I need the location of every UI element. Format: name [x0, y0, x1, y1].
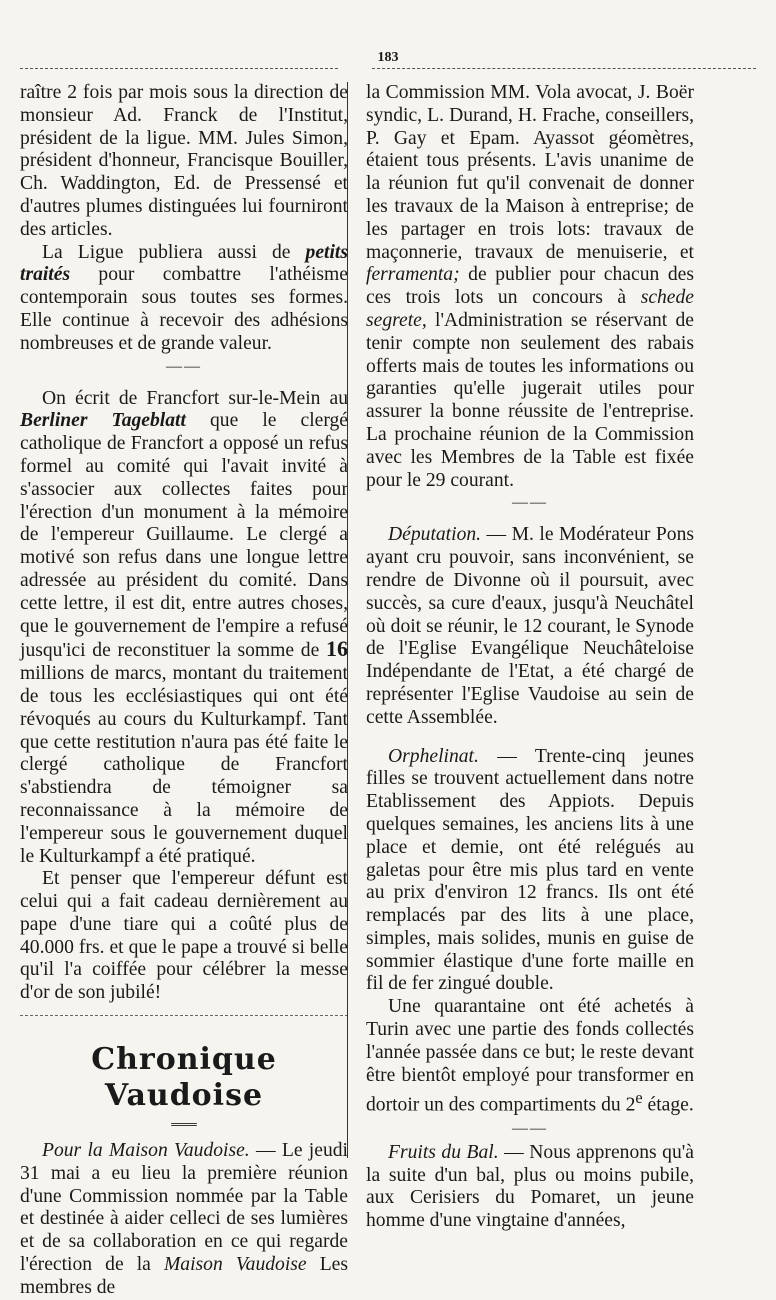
separator: ——	[512, 494, 548, 512]
paragraph-commission: la Commission MM. Vola avocat, J. Boër syndic, L. Durand, H. Frache, conseillers, P. Gay et Epam. Ayassot géomètres, étaient tous présents. L'avis unanime de la réunion fut qu'il convenait de donner les travaux de la Maison à entreprise; de les partager en trois lots: travaux de maçonnerie, travaux de menuiserie, et ferramenta; de publier pour chacun des ces trois lots un concours à schede segrete, l'Administration se réservant de tenir compte non seulement des rabais offerts mais de toutes les informations ou garanties qu'elle jugerait utiles pour assurer la bonne réussite de l'entreprise. La prochaine réunion de la Commission avec les Membres de la Table est fixée pour le 29 courant.	[366, 82, 694, 491]
paragraph-orphelinat: Orphelinat. — Trente-cinq jeunes filles se trouvent actuellement dans notre Etablissement des Appiots. Depuis quelques semaines, les anciens lits à une place et demie, ont été relégués au galetas pour être mis plus tard en vente au prix d'environ 12 francs. Ils ont été remplacés par des lits à une place, simples, mais solides, munis en guise de sommier élastique d'une forte maille en fil de fer zingué double.	[366, 745, 694, 995]
separator: ——	[512, 1119, 548, 1137]
paragraph-ligue-direction: raître 2 fois par mois sous la direction de monsieur Ad. Franck de l'Institut, président de la ligue. MM. Jules Simon, président d'honneur, Francisque Bouiller, Ch. Waddington, Ed. de Pressensé et d'autres plumes distinguées lui fourniront des articles.	[20, 82, 348, 240]
paragraph-empereur-tiare: Et penser que l'empereur défunt est celui qui a fait cadeau dernièrement au pape d'une tiare qui a coûté plus de 40.000 frs. et que le pape a trouvé si belle qu'il l'a coiffée pour célébrer la messe d'or de son jubilé!	[20, 868, 348, 1004]
paragraph-quarantaine: Une quarantaine ont été achetés à Turin avec une partie des fonds collectés l'année passée dans ce but; le reste devant être bientôt employé pour transformer en dortoir un des compartiments du 2e étage.	[366, 996, 694, 1116]
section-rule	[20, 1015, 348, 1016]
paragraph-fruits-du-bal: Fruits du Bal. — Nous apprenons qu'à la suite d'un bal, plus ou moins pubile, aux Cerisiers du Pomaret, un jeune homme d'une vingtaine d'années,	[366, 1141, 695, 1232]
header-rule-right	[372, 68, 756, 69]
left-column	[20, 82, 348, 1300]
page-number: 183	[377, 50, 399, 65]
paragraph-ligue-traites: La Ligue publiera aussi de petits traités pour combattre l'athéisme contemporain sous toutes ses formes. Elle continue à recevoir des adhésions nombreuses et de grande valeur.	[20, 241, 348, 354]
right-column	[366, 82, 694, 1233]
paragraph-maison-vaudoise: Pour la Maison Vaudoise. — Le jeudi 31 mai a eu lieu la première réunion d'une Commission nommée par la Table et destinée à aider celleci de ses lumières et de sa collaboration en ce qui regarde l'érection de la Maison Vaudoise Les membres de	[20, 1140, 348, 1298]
title-ornament: ═══	[171, 1117, 197, 1132]
header-rule-left	[20, 68, 338, 69]
paragraph-deputation: Députation. — M. le Modérateur Pons ayant cru pouvoir, sans inconvénient, se rendre de Divonne où il poursuit, avec succès, sa cure d'eaux, jusqu'à Neuchâtel où doit se réunir, le 12 courant, le Synode de l'Eglise Evangélique Neuchâteloise Indépendante de l'Etat, a été chargé de représenter l'Eglise Vaudoise au sein de cette Assemblée.	[366, 524, 694, 728]
separator: ——	[166, 357, 202, 375]
section-title: Chronique Vaudoise	[91, 1042, 277, 1114]
paragraph-francfort: On écrit de Francfort sur-le-Mein au Berliner Tageblatt que le clergé catholique de Francfort a opposé un refus formel au comité qui l'avait invité à s'associer aux collectes faites pour l'érection d'un monument à la mémoire de l'empereur Guillaume. Le clergé a motivé son refus dans une longue lettre adressée au président du comité. Dans cette lettre, il est dit, entre autres choses, que le gouvernement de l'empire a refusé jusqu'ici de reconstituer la somme de 16 millions de marcs, montant du traitement de tous les ecclésiastiques qui ont été révoqués au cours du Kulturkampf. Tant que cette restitution n'aura pas été faite le clergé catholique de Francfort s'abstiendra de témoigner sa reconnaissance à la mémoire de l'empereur sous le gouvernement duquel le Kulturkampf a été pratiqué.	[20, 387, 348, 867]
column-divider	[347, 82, 348, 1158]
